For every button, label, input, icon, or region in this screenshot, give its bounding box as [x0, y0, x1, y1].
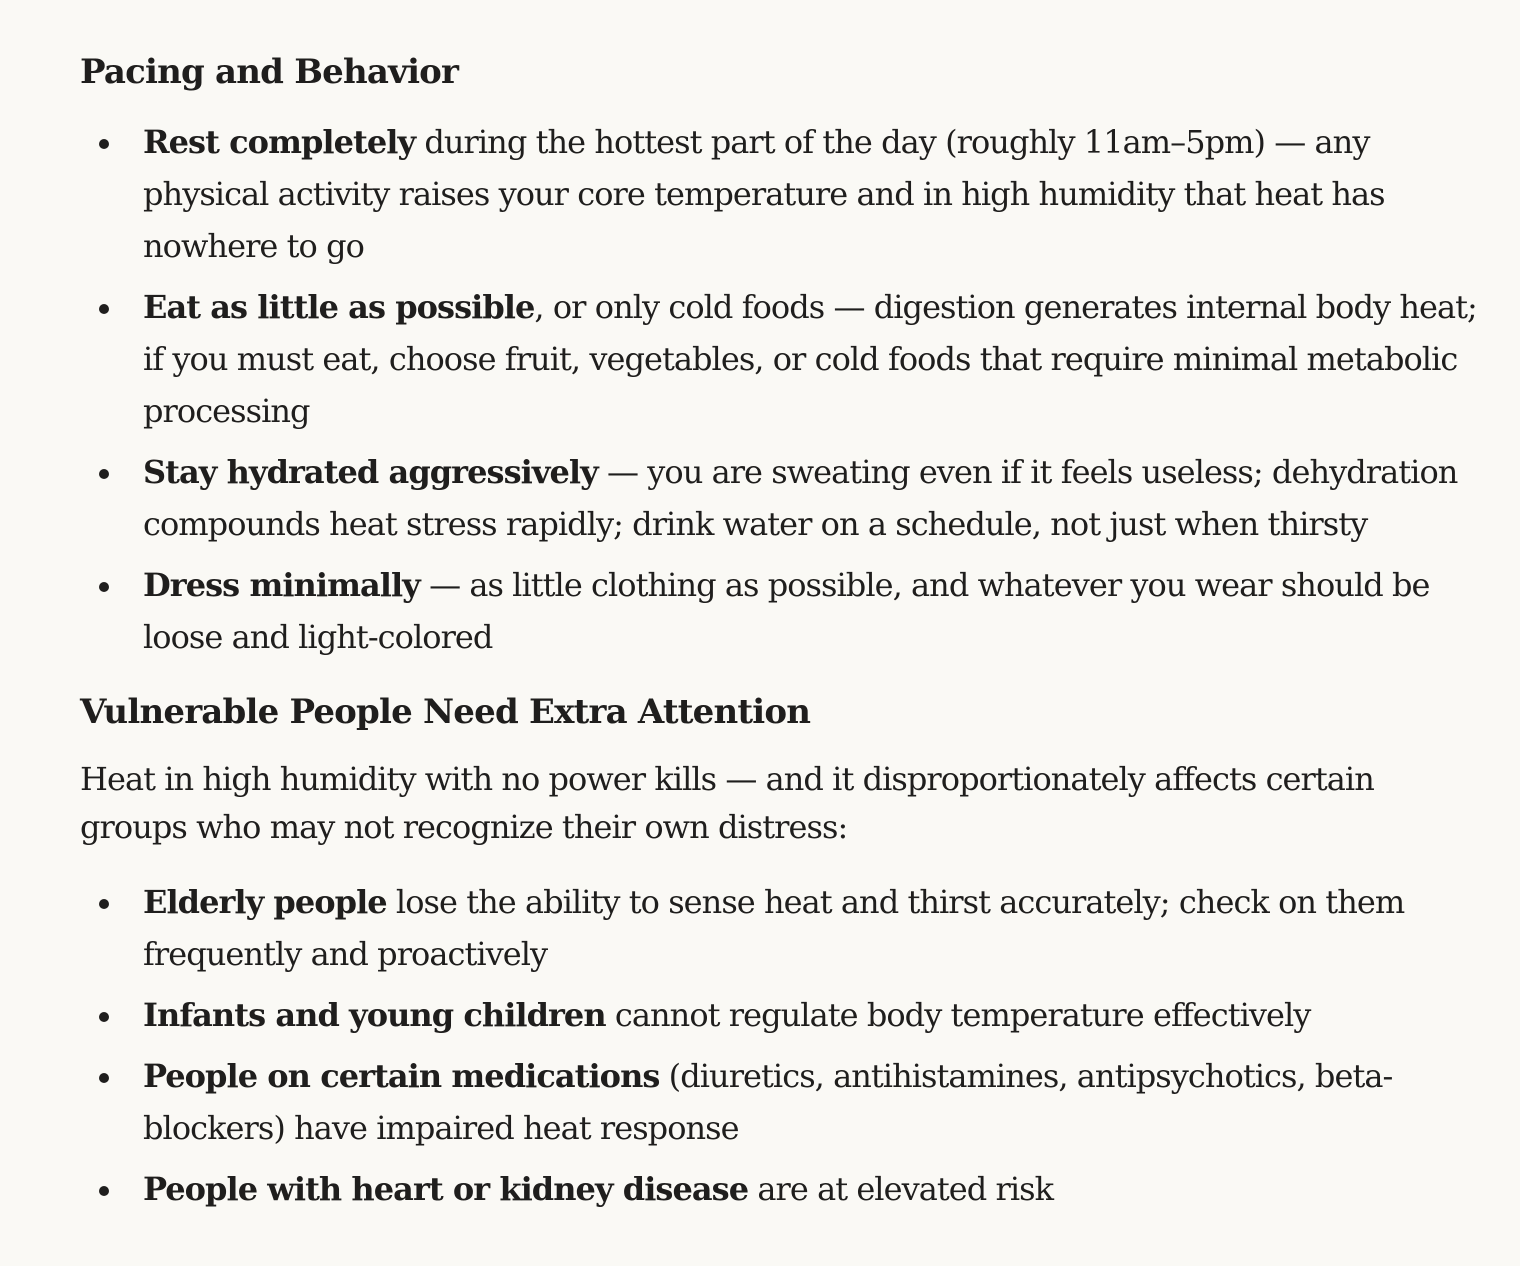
list-item — [80, 989, 1480, 1041]
list-item — [80, 559, 1480, 663]
list-item — [80, 116, 1480, 272]
item-text: lose the ability to sense heat and thirst accurately; check on them frequently and proactively — [143, 883, 1405, 973]
pacing-list — [80, 116, 1480, 672]
item-bold: Infants and young children — [143, 996, 606, 1034]
item-bold: Elderly people — [143, 883, 387, 921]
item-bold: Eat as little as possible — [143, 288, 535, 326]
section-intro: Heat in high humidity with no power kills — and it disproportionately affects certain groups who may not recognize their own distress: — [80, 760, 1374, 846]
item-bold: Dress minimally — [143, 566, 420, 604]
item-bold: People on certain medications — [143, 1057, 660, 1095]
list-item — [80, 1050, 1480, 1154]
item-text: , or only cold foods — digestion generates internal body heat; if you must eat, choose fruit, vegetables, or cold foods that require minimal metabolic processing — [143, 288, 1477, 430]
list-item — [80, 281, 1480, 437]
list-item — [80, 876, 1480, 980]
item-bold: People with heart or kidney disease — [143, 1170, 749, 1208]
item-text: during the hottest part of the day (roughly 11am–5pm) — any physical activity raises your core temperature and in high humidity that heat has nowhere to go — [143, 123, 1385, 265]
item-text: — you are sweating even if it feels useless; dehydration compounds heat stress rapidly; drink water on a schedule, not just when thirsty — [143, 453, 1458, 543]
item-bold: Rest completely — [143, 123, 416, 161]
item-text: are at elevated risk — [748, 1170, 1054, 1208]
section-heading-vulnerable: Vulnerable People Need Extra Attention — [80, 692, 811, 732]
item-bold: Stay hydrated aggressively — [143, 453, 598, 491]
list-item — [80, 446, 1480, 550]
item-text: cannot regulate body temperature effectively — [605, 996, 1311, 1034]
item-text: — as little clothing as possible, and whatever you wear should be loose and light-colored — [143, 566, 1430, 656]
list-item — [80, 1163, 1480, 1215]
vulnerable-list — [80, 876, 1480, 1224]
item-text: (diuretics, antihistamines, antipsychotics, beta-blockers) have impaired heat response — [143, 1057, 1393, 1147]
section-heading-pacing: Pacing and Behavior — [80, 52, 459, 92]
